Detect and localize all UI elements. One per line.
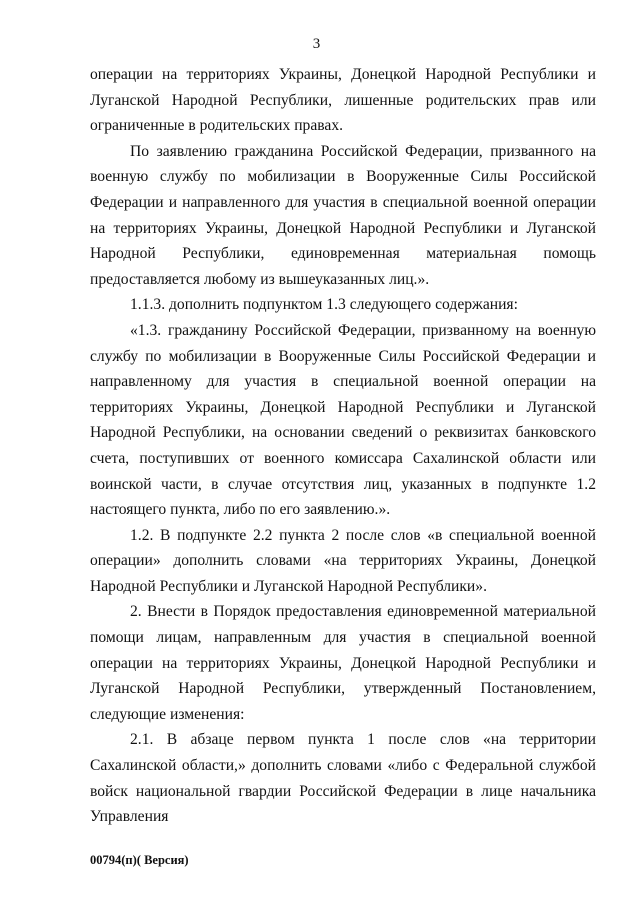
paragraph: 1.1.3. дополнить подпунктом 1.3 следующего содержания:	[130, 296, 518, 314]
page-number: 3	[312, 36, 321, 52]
paragraph: 2.1. В абзаце первом пункта 1 после слов «на территории Сахалинской области,» дополнить словами «либо с Федеральной службой войск национальной гвардии Российской Федерации в лице начальника Управления	[90, 731, 596, 826]
paragraph: операции на территориях Украины, Донецкой Народной Республики и Луганской Народной Республики, лишенные родительских прав или ограниченные в родительских правах.	[90, 66, 596, 135]
paragraph: 2. Внести в Порядок предоставления единовременной материальной помощи лицам, направленным для участия в специальной военной операции на территориях Украины, Донецкой Народной Республики и Луганской Народной Республики, утвержденный Постановлением, следующие изменения:	[90, 603, 596, 723]
paragraph: «1.3. гражданину Российской Федерации, призванному на военную службу по мобилизации в Вооруженные Силы Российской Федерации и направленному для участия в специальной военной операции на территориях Украины, Донецкой Народной Республики и Луганской Народной Республики, на основании сведений о реквизитах банковского счета, поступивших от военного комиссара Сахалинской области или воинской части, в случае отсутствия лиц, указанных в подпункте 1.2 настоящего пункта, либо по его заявлению.».	[90, 321, 596, 519]
document-code-footer: 00794(п)( Версия)	[90, 853, 189, 867]
document-body	[90, 62, 596, 830]
paragraph: 1.2. В подпункте 2.2 пункта 2 после слов «в специальной военной операции» дополнить словами «на территориях Украины, Донецкой Народной Республики и Луганской Народной Республики».	[90, 526, 596, 595]
paragraph: По заявлению гражданина Российской Федерации, призванного на военную службу по мобилизации в Вооруженные Силы Российской Федерации и направленного для участия в специальной военной операции на территориях Украины, Донецкой Народной Республики и Луганской Народной Республики, единовременная материальная помощь предоставляется любому из вышеуказанных лиц.».	[90, 142, 596, 288]
